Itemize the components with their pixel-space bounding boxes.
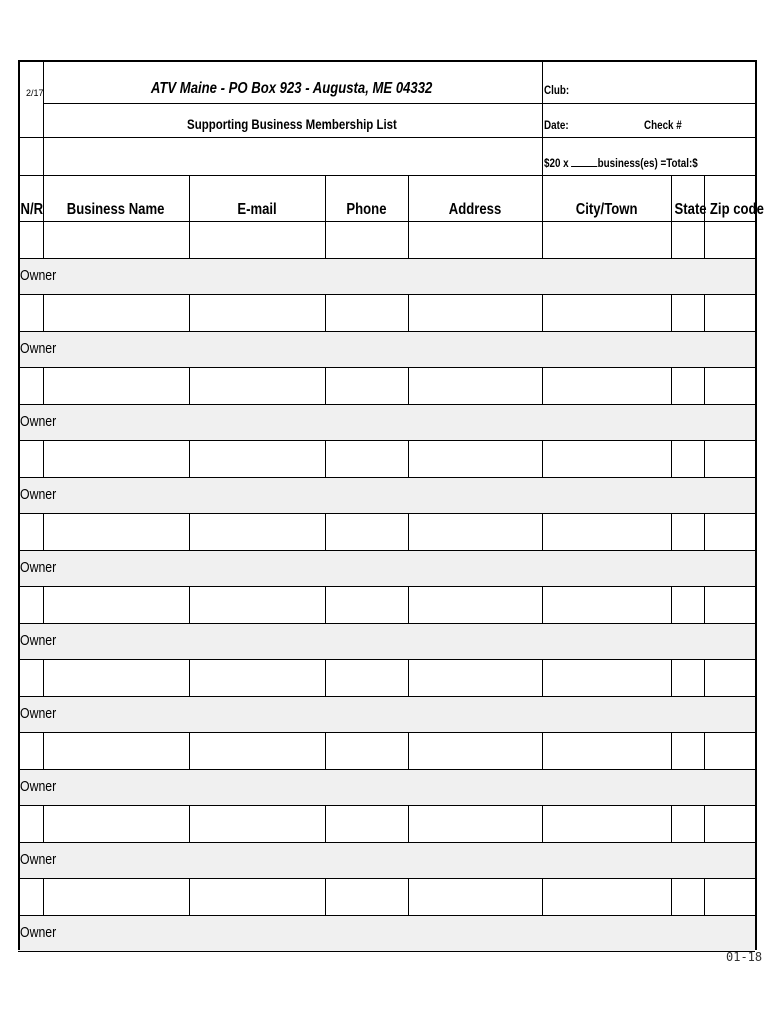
owner-band [18, 551, 755, 586]
column-header [43, 201, 189, 219]
grid-line [18, 951, 755, 952]
grid-line [408, 878, 409, 915]
grid-line [325, 513, 326, 550]
grid-line [18, 137, 755, 138]
owner-label-text: Owner [20, 705, 57, 722]
grid-line [408, 805, 409, 842]
grid-line [43, 294, 44, 331]
grid-line [18, 696, 755, 697]
grid-line [18, 294, 755, 295]
grid-line [408, 586, 409, 623]
grid-line [408, 513, 409, 550]
column-header-label: N/R [20, 201, 44, 218]
owner-band [18, 697, 755, 732]
grid-line [43, 659, 44, 696]
grid-line [325, 878, 326, 915]
owner-band [18, 478, 755, 513]
grid-line [704, 586, 705, 623]
grid-line [189, 513, 190, 550]
grid-line [671, 294, 672, 331]
grid-line [18, 367, 755, 368]
business-count-blank[interactable] [571, 156, 597, 167]
owner-band [18, 624, 755, 659]
grid-line [542, 878, 543, 915]
grid-line [189, 878, 190, 915]
grid-line [671, 513, 672, 550]
grid-line [671, 659, 672, 696]
owner-label-text: Owner [20, 413, 57, 430]
grid-line [189, 440, 190, 477]
column-header [542, 201, 671, 219]
grid-line [18, 60, 20, 950]
grid-line [189, 732, 190, 769]
grid-line [671, 367, 672, 404]
grid-line [43, 805, 44, 842]
grid-line [18, 513, 755, 514]
grid-line [18, 331, 755, 332]
column-header [325, 201, 408, 219]
grid-line [43, 586, 44, 623]
grid-line [43, 60, 44, 175]
column-header [408, 201, 542, 219]
grid-line [18, 175, 755, 176]
owner-label[interactable] [20, 340, 64, 357]
grid-line [18, 477, 755, 478]
owner-label[interactable] [20, 778, 64, 795]
column-header-label: City/Town [575, 201, 638, 218]
grid-line [44, 103, 755, 104]
grid-line [671, 732, 672, 769]
club-label: Club: [544, 83, 570, 97]
form-version: 2/17 [26, 88, 44, 98]
grid-line [704, 659, 705, 696]
grid-line [18, 586, 755, 587]
grid-line [755, 60, 757, 950]
column-header-label: Zip code [709, 201, 764, 218]
date-field[interactable] [544, 118, 574, 132]
owner-label[interactable] [20, 632, 64, 649]
membership-form [18, 60, 764, 950]
grid-line [408, 732, 409, 769]
grid-line [325, 294, 326, 331]
grid-line [43, 367, 44, 404]
grid-line [542, 659, 543, 696]
grid-line [18, 258, 755, 259]
owner-label-text: Owner [20, 486, 57, 503]
grid-line [704, 878, 705, 915]
owner-band [18, 770, 755, 805]
grid-line [18, 842, 755, 843]
grid-line [542, 294, 543, 331]
grid-line [408, 440, 409, 477]
grid-line [18, 623, 755, 624]
owner-band [18, 259, 755, 294]
grid-line [18, 732, 755, 733]
column-header-label: Business Name [67, 201, 165, 218]
grid-line [325, 440, 326, 477]
org-line-wrap [44, 80, 540, 98]
grid-line [671, 586, 672, 623]
grid-line [18, 915, 755, 916]
owner-label[interactable] [20, 486, 64, 503]
grid-line [704, 367, 705, 404]
owner-label-text: Owner [20, 924, 57, 941]
grid-line [671, 805, 672, 842]
form-title-wrap [44, 116, 540, 134]
column-header [671, 201, 707, 219]
owner-band [18, 405, 755, 440]
grid-line [671, 878, 672, 915]
grid-line [43, 440, 44, 477]
grid-line [325, 367, 326, 404]
grid-line [18, 404, 755, 405]
grid-line [325, 586, 326, 623]
grid-line [325, 805, 326, 842]
org-line: ATV Maine - PO Box 923 - Augusta, ME 04332 [151, 80, 433, 97]
owner-label-text: Owner [20, 559, 57, 576]
owner-band [18, 916, 755, 951]
grid-line [18, 805, 755, 806]
grid-line [542, 60, 543, 175]
grid-line [43, 878, 44, 915]
grid-line [671, 440, 672, 477]
owner-label-text: Owner [20, 267, 57, 284]
fee-prefix: $20 x [544, 156, 569, 170]
grid-line [408, 367, 409, 404]
grid-line [704, 805, 705, 842]
grid-line [18, 221, 755, 222]
grid-line [189, 367, 190, 404]
column-header-label: State [674, 201, 707, 218]
owner-label-text: Owner [20, 778, 57, 795]
owner-band [18, 843, 755, 878]
grid-line [408, 294, 409, 331]
column-header-label: Address [448, 201, 502, 218]
fee-line[interactable] [544, 156, 732, 170]
form-title: Supporting Business Membership List [187, 116, 397, 132]
owner-label[interactable] [20, 924, 64, 941]
grid-line [18, 440, 755, 441]
fee-suffix: business(es) =Total:$ [597, 156, 698, 170]
grid-line [704, 294, 705, 331]
grid-line [542, 732, 543, 769]
grid-line [18, 550, 755, 551]
grid-line [325, 732, 326, 769]
footer-code: 01-18 [726, 950, 763, 964]
owner-label[interactable] [20, 851, 64, 868]
column-header [704, 201, 764, 219]
grid-line [43, 513, 44, 550]
owner-label[interactable] [20, 413, 64, 430]
owner-label-text: Owner [20, 340, 57, 357]
owner-label-text: Owner [20, 632, 57, 649]
grid-line [408, 659, 409, 696]
grid-line [189, 586, 190, 623]
grid-line [542, 586, 543, 623]
column-header [18, 201, 43, 219]
grid-line [18, 60, 755, 62]
grid-line [43, 732, 44, 769]
grid-line [189, 659, 190, 696]
club-field[interactable] [544, 83, 575, 97]
grid-line [542, 805, 543, 842]
column-header [189, 201, 325, 219]
check-field[interactable] [644, 118, 690, 132]
grid-line [704, 732, 705, 769]
owner-label-text: Owner [20, 851, 57, 868]
owner-label[interactable] [20, 705, 64, 722]
owner-label[interactable] [20, 267, 64, 284]
grid-line [189, 294, 190, 331]
column-header-label: E-mail [237, 201, 277, 218]
grid-line [325, 659, 326, 696]
check-label: Check # [644, 118, 682, 132]
column-header-label: Phone [346, 201, 387, 218]
grid-line [542, 367, 543, 404]
owner-label[interactable] [20, 559, 64, 576]
grid-line [542, 513, 543, 550]
grid-line [18, 769, 755, 770]
grid-line [704, 513, 705, 550]
date-label: Date: [544, 118, 569, 132]
grid-line [542, 440, 543, 477]
grid-line [18, 878, 755, 879]
owner-band [18, 332, 755, 367]
grid-line [18, 659, 755, 660]
grid-line [189, 805, 190, 842]
grid-line [704, 440, 705, 477]
